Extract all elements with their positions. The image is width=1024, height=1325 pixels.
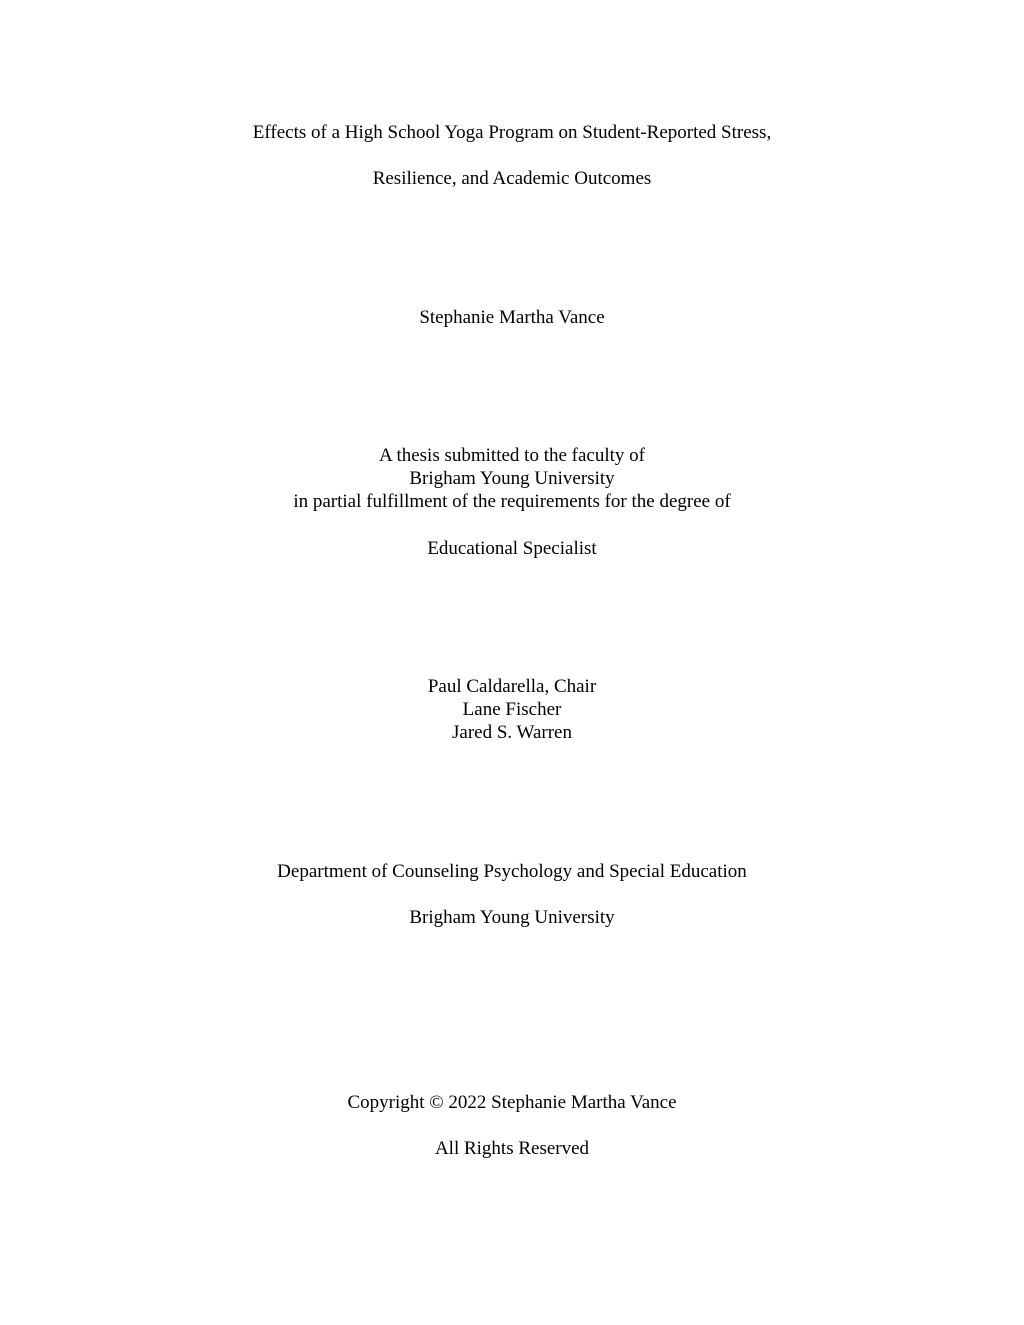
submission-line-1: A thesis submitted to the faculty of — [379, 445, 645, 466]
department-name: Department of Counseling Psychology and Special Education — [277, 861, 747, 882]
degree-name: Educational Specialist — [427, 538, 597, 559]
committee-member: Jared S. Warren — [452, 722, 572, 743]
title-line-2: Resilience, and Academic Outcomes — [372, 168, 652, 189]
committee-member: Lane Fischer — [462, 699, 562, 720]
submission-line-2: Brigham Young University — [409, 468, 615, 489]
submission-line-3: in partial fulfillment of the requirements for the degree of — [293, 491, 731, 512]
rights-notice: All Rights Reserved — [434, 1138, 590, 1159]
author-name: Stephanie Martha Vance — [419, 307, 605, 328]
title-line-1: Effects of a High School Yoga Program on Student-Reported Stress, — [252, 122, 772, 143]
copyright-notice: Copyright © 2022 Stephanie Martha Vance — [347, 1092, 677, 1113]
university-name: Brigham Young University — [409, 907, 615, 928]
committee-chair: Paul Caldarella, Chair — [427, 676, 597, 697]
